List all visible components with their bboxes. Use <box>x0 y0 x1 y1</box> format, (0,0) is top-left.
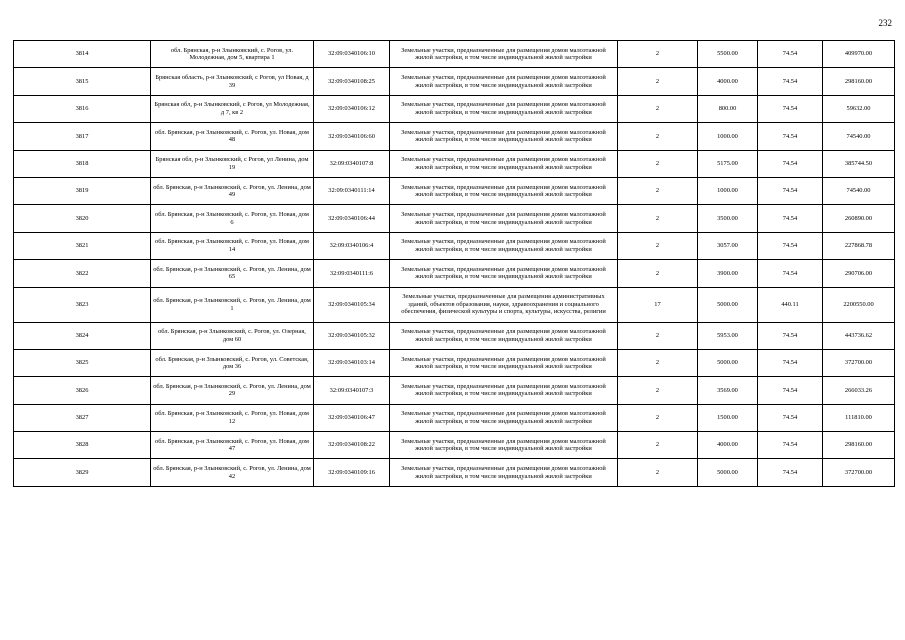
area-cell: 5175.00 <box>698 150 758 177</box>
cadastral-number-cell: 32:09:0340111:6 <box>314 260 390 287</box>
cadastral-value-table <box>13 40 895 487</box>
land-use-cell: Земельные участки, предназначенные для размещения домов малоэтажной жилой застройки, в том числе индивидуальной жилой застройки <box>390 232 618 259</box>
table-row <box>14 95 895 122</box>
address-cell: обл. Брянская, р-н Злынковский, с. Рогов, ул. Ленина, дом 29 <box>151 377 314 404</box>
use-code-cell: 2 <box>618 150 698 177</box>
table-row <box>14 232 895 259</box>
table-row <box>14 377 895 404</box>
unit-value-cell: 74.54 <box>758 459 823 486</box>
cadastral-value-cell: 443736.62 <box>823 322 895 349</box>
land-use-cell: Земельные участки, предназначенные для размещения домов малоэтажной жилой застройки, в том числе индивидуальной жилой застройки <box>390 260 618 287</box>
table-row <box>14 177 895 204</box>
land-use-cell: Земельные участки, предназначенные для размещения домов малоэтажной жилой застройки, в том числе индивидуальной жилой застройки <box>390 459 618 486</box>
area-cell: 3057.00 <box>698 232 758 259</box>
land-use-cell: Земельные участки, предназначенные для размещения домов малоэтажной жилой застройки, в том числе индивидуальной жилой застройки <box>390 205 618 232</box>
area-cell: 4000.00 <box>698 432 758 459</box>
address-cell: Брянская область, р-н Злынковский, с Рогов, ул Новая, д 39 <box>151 68 314 95</box>
address-cell: обл. Брянская, р-н Злынковский, с. Рогов, ул. Новая, дом 6 <box>151 205 314 232</box>
table-row <box>14 123 895 150</box>
row-number-cell: 3822 <box>14 260 151 287</box>
use-code-cell: 2 <box>618 205 698 232</box>
unit-value-cell: 74.54 <box>758 404 823 431</box>
area-cell: 3900.00 <box>698 260 758 287</box>
land-use-cell: Земельные участки, предназначенные для размещения домов малоэтажной жилой застройки, в том числе индивидуальной жилой застройки <box>390 349 618 376</box>
use-code-cell: 2 <box>618 404 698 431</box>
land-use-cell: Земельные участки, предназначенные для размещения домов малоэтажной жилой застройки, в том числе индивидуальной жилой застройки <box>390 150 618 177</box>
address-cell: обл. Брянская, р-н Злынковский, с. Рогов, ул. Новая, дом 47 <box>151 432 314 459</box>
area-cell: 1000.00 <box>698 177 758 204</box>
cadastral-number-cell: 32:09:0340106:4 <box>314 232 390 259</box>
use-code-cell: 2 <box>618 123 698 150</box>
land-use-cell: Земельные участки, предназначенные для размещения домов малоэтажной жилой застройки, в том числе индивидуальной жилой застройки <box>390 177 618 204</box>
cadastral-number-cell: 32:09:0340108:25 <box>314 68 390 95</box>
table-row <box>14 68 895 95</box>
use-code-cell: 2 <box>618 177 698 204</box>
address-cell: Брянская обл, р-н Злынковский, с Рогов, ул Молодежная, д 7, кв 2 <box>151 95 314 122</box>
land-use-cell: Земельные участки, предназначенные для размещения домов малоэтажной жилой застройки, в том числе индивидуальной жилой застройки <box>390 404 618 431</box>
address-cell: Брянская обл, р-н Злынковский, с Рогов, ул Ленина, дом 19 <box>151 150 314 177</box>
unit-value-cell: 74.54 <box>758 150 823 177</box>
address-cell: обл. Брянская, р-н Злынковский, с. Рогов, ул. Новая, дом 48 <box>151 123 314 150</box>
land-use-cell: Земельные участки, предназначенные для размещения домов малоэтажной жилой застройки, в том числе индивидуальной жилой застройки <box>390 377 618 404</box>
unit-value-cell: 440.11 <box>758 287 823 322</box>
row-number-cell: 3815 <box>14 68 151 95</box>
cadastral-value-cell: 2200550.00 <box>823 287 895 322</box>
address-cell: обл. Брянская, р-н Злынковский, с. Рогов, ул. Ленина, дом 42 <box>151 459 314 486</box>
table-row <box>14 322 895 349</box>
area-cell: 3500.00 <box>698 205 758 232</box>
unit-value-cell: 74.54 <box>758 205 823 232</box>
row-number-cell: 3825 <box>14 349 151 376</box>
use-code-cell: 2 <box>618 322 698 349</box>
table-row <box>14 287 895 322</box>
table-row <box>14 205 895 232</box>
address-cell: обл. Брянская, р-н Злынковский, с. Рогов, ул. Молодежная, дом 5, квартира 1 <box>151 41 314 68</box>
cadastral-value-cell: 74540.00 <box>823 177 895 204</box>
cadastral-number-cell: 32:09:0340106:44 <box>314 205 390 232</box>
land-use-cell: Земельные участки, предназначенные для размещения административных зданий, объектов образования, науки, здравоохранения и социального обеспечения, физической культуры и спорта, культуры, искусства, религии <box>390 287 618 322</box>
area-cell: 3569.00 <box>698 377 758 404</box>
cadastral-value-cell: 59632.00 <box>823 95 895 122</box>
address-cell: обл. Брянская, р-н Злынковский, с. Рогов, ул. Ленина, дом 1 <box>151 287 314 322</box>
row-number-cell: 3821 <box>14 232 151 259</box>
unit-value-cell: 74.54 <box>758 95 823 122</box>
cadastral-number-cell: 32:09:0340105:32 <box>314 322 390 349</box>
area-cell: 5953.00 <box>698 322 758 349</box>
cadastral-value-cell: 372700.00 <box>823 459 895 486</box>
address-cell: обл. Брянская, р-н Злынковский, с. Рогов, ул. Озерная, дом 60 <box>151 322 314 349</box>
address-cell: обл. Брянская, р-н Злынковский, с. Рогов, ул. Ленина, дом 65 <box>151 260 314 287</box>
cadastral-number-cell: 32:09:0340107:3 <box>314 377 390 404</box>
row-number-cell: 3827 <box>14 404 151 431</box>
unit-value-cell: 74.54 <box>758 349 823 376</box>
cadastral-value-cell: 298160.00 <box>823 68 895 95</box>
row-number-cell: 3817 <box>14 123 151 150</box>
table-row <box>14 349 895 376</box>
unit-value-cell: 74.54 <box>758 232 823 259</box>
address-cell: обл. Брянская, р-н Злынковский, с. Рогов, ул. Новая, дом 12 <box>151 404 314 431</box>
area-cell: 5500.00 <box>698 41 758 68</box>
row-number-cell: 3828 <box>14 432 151 459</box>
cadastral-value-cell: 260890.00 <box>823 205 895 232</box>
table-row <box>14 432 895 459</box>
land-use-cell: Земельные участки, предназначенные для размещения домов малоэтажной жилой застройки, в том числе индивидуальной жилой застройки <box>390 41 618 68</box>
page-number: 232 <box>878 18 892 28</box>
cadastral-number-cell: 32:09:0340105:34 <box>314 287 390 322</box>
row-number-cell: 3814 <box>14 41 151 68</box>
cadastral-value-cell: 74540.00 <box>823 123 895 150</box>
area-cell: 5000.00 <box>698 459 758 486</box>
row-number-cell: 3819 <box>14 177 151 204</box>
cadastral-value-cell: 385744.50 <box>823 150 895 177</box>
area-cell: 5000.00 <box>698 287 758 322</box>
address-cell: обл. Брянская, р-н Злынковский, с. Рогов, ул. Советская, дом 36 <box>151 349 314 376</box>
use-code-cell: 2 <box>618 459 698 486</box>
unit-value-cell: 74.54 <box>758 432 823 459</box>
unit-value-cell: 74.54 <box>758 377 823 404</box>
area-cell: 5000.00 <box>698 349 758 376</box>
unit-value-cell: 74.54 <box>758 177 823 204</box>
unit-value-cell: 74.54 <box>758 322 823 349</box>
table-row <box>14 260 895 287</box>
cadastral-value-cell: 290706.00 <box>823 260 895 287</box>
use-code-cell: 2 <box>618 377 698 404</box>
table-row <box>14 459 895 486</box>
row-number-cell: 3820 <box>14 205 151 232</box>
cadastral-number-cell: 32:09:0340109:16 <box>314 459 390 486</box>
land-use-cell: Земельные участки, предназначенные для размещения домов малоэтажной жилой застройки, в том числе индивидуальной жилой застройки <box>390 68 618 95</box>
row-number-cell: 3826 <box>14 377 151 404</box>
use-code-cell: 2 <box>618 260 698 287</box>
cadastral-number-cell: 32:09:0340108:22 <box>314 432 390 459</box>
cadastral-value-cell: 266033.26 <box>823 377 895 404</box>
address-cell: обл. Брянская, р-н Злынковский, с. Рогов, ул. Ленина, дом 49 <box>151 177 314 204</box>
land-use-cell: Земельные участки, предназначенные для размещения домов малоэтажной жилой застройки, в том числе индивидуальной жилой застройки <box>390 95 618 122</box>
cadastral-number-cell: 32:09:0340106:12 <box>314 95 390 122</box>
land-use-cell: Земельные участки, предназначенные для размещения домов малоэтажной жилой застройки, в том числе индивидуальной жилой застройки <box>390 322 618 349</box>
use-code-cell: 2 <box>618 95 698 122</box>
cadastral-value-cell: 409970.00 <box>823 41 895 68</box>
unit-value-cell: 74.54 <box>758 123 823 150</box>
unit-value-cell: 74.54 <box>758 68 823 95</box>
table-row <box>14 150 895 177</box>
area-cell: 4000.00 <box>698 68 758 95</box>
cadastral-number-cell: 32:09:0340103:14 <box>314 349 390 376</box>
table-row <box>14 404 895 431</box>
cadastral-value-cell: 372700.00 <box>823 349 895 376</box>
area-cell: 800.00 <box>698 95 758 122</box>
cadastral-value-cell: 227868.78 <box>823 232 895 259</box>
area-cell: 1500.00 <box>698 404 758 431</box>
use-code-cell: 2 <box>618 232 698 259</box>
cadastral-value-cell: 111810.00 <box>823 404 895 431</box>
row-number-cell: 3816 <box>14 95 151 122</box>
cadastral-number-cell: 32:09:0340106:10 <box>314 41 390 68</box>
use-code-cell: 2 <box>618 349 698 376</box>
unit-value-cell: 74.54 <box>758 41 823 68</box>
land-use-cell: Земельные участки, предназначенные для размещения домов малоэтажной жилой застройки, в том числе индивидуальной жилой застройки <box>390 432 618 459</box>
cadastral-number-cell: 32:09:0340106:47 <box>314 404 390 431</box>
use-code-cell: 2 <box>618 41 698 68</box>
row-number-cell: 3829 <box>14 459 151 486</box>
land-use-cell: Земельные участки, предназначенные для размещения домов малоэтажной жилой застройки, в том числе индивидуальной жилой застройки <box>390 123 618 150</box>
row-number-cell: 3824 <box>14 322 151 349</box>
table-row <box>14 41 895 68</box>
use-code-cell: 2 <box>618 68 698 95</box>
use-code-cell: 2 <box>618 432 698 459</box>
cadastral-number-cell: 32:09:0340111:14 <box>314 177 390 204</box>
table-body <box>14 41 895 487</box>
area-cell: 1000.00 <box>698 123 758 150</box>
use-code-cell: 17 <box>618 287 698 322</box>
cadastral-value-cell: 298160.00 <box>823 432 895 459</box>
cadastral-number-cell: 32:09:0340107:8 <box>314 150 390 177</box>
unit-value-cell: 74.54 <box>758 260 823 287</box>
cadastral-number-cell: 32:09:0340106:60 <box>314 123 390 150</box>
row-number-cell: 3823 <box>14 287 151 322</box>
row-number-cell: 3818 <box>14 150 151 177</box>
address-cell: обл. Брянская, р-н Злынковский, с. Рогов, ул. Новая, дом 14 <box>151 232 314 259</box>
